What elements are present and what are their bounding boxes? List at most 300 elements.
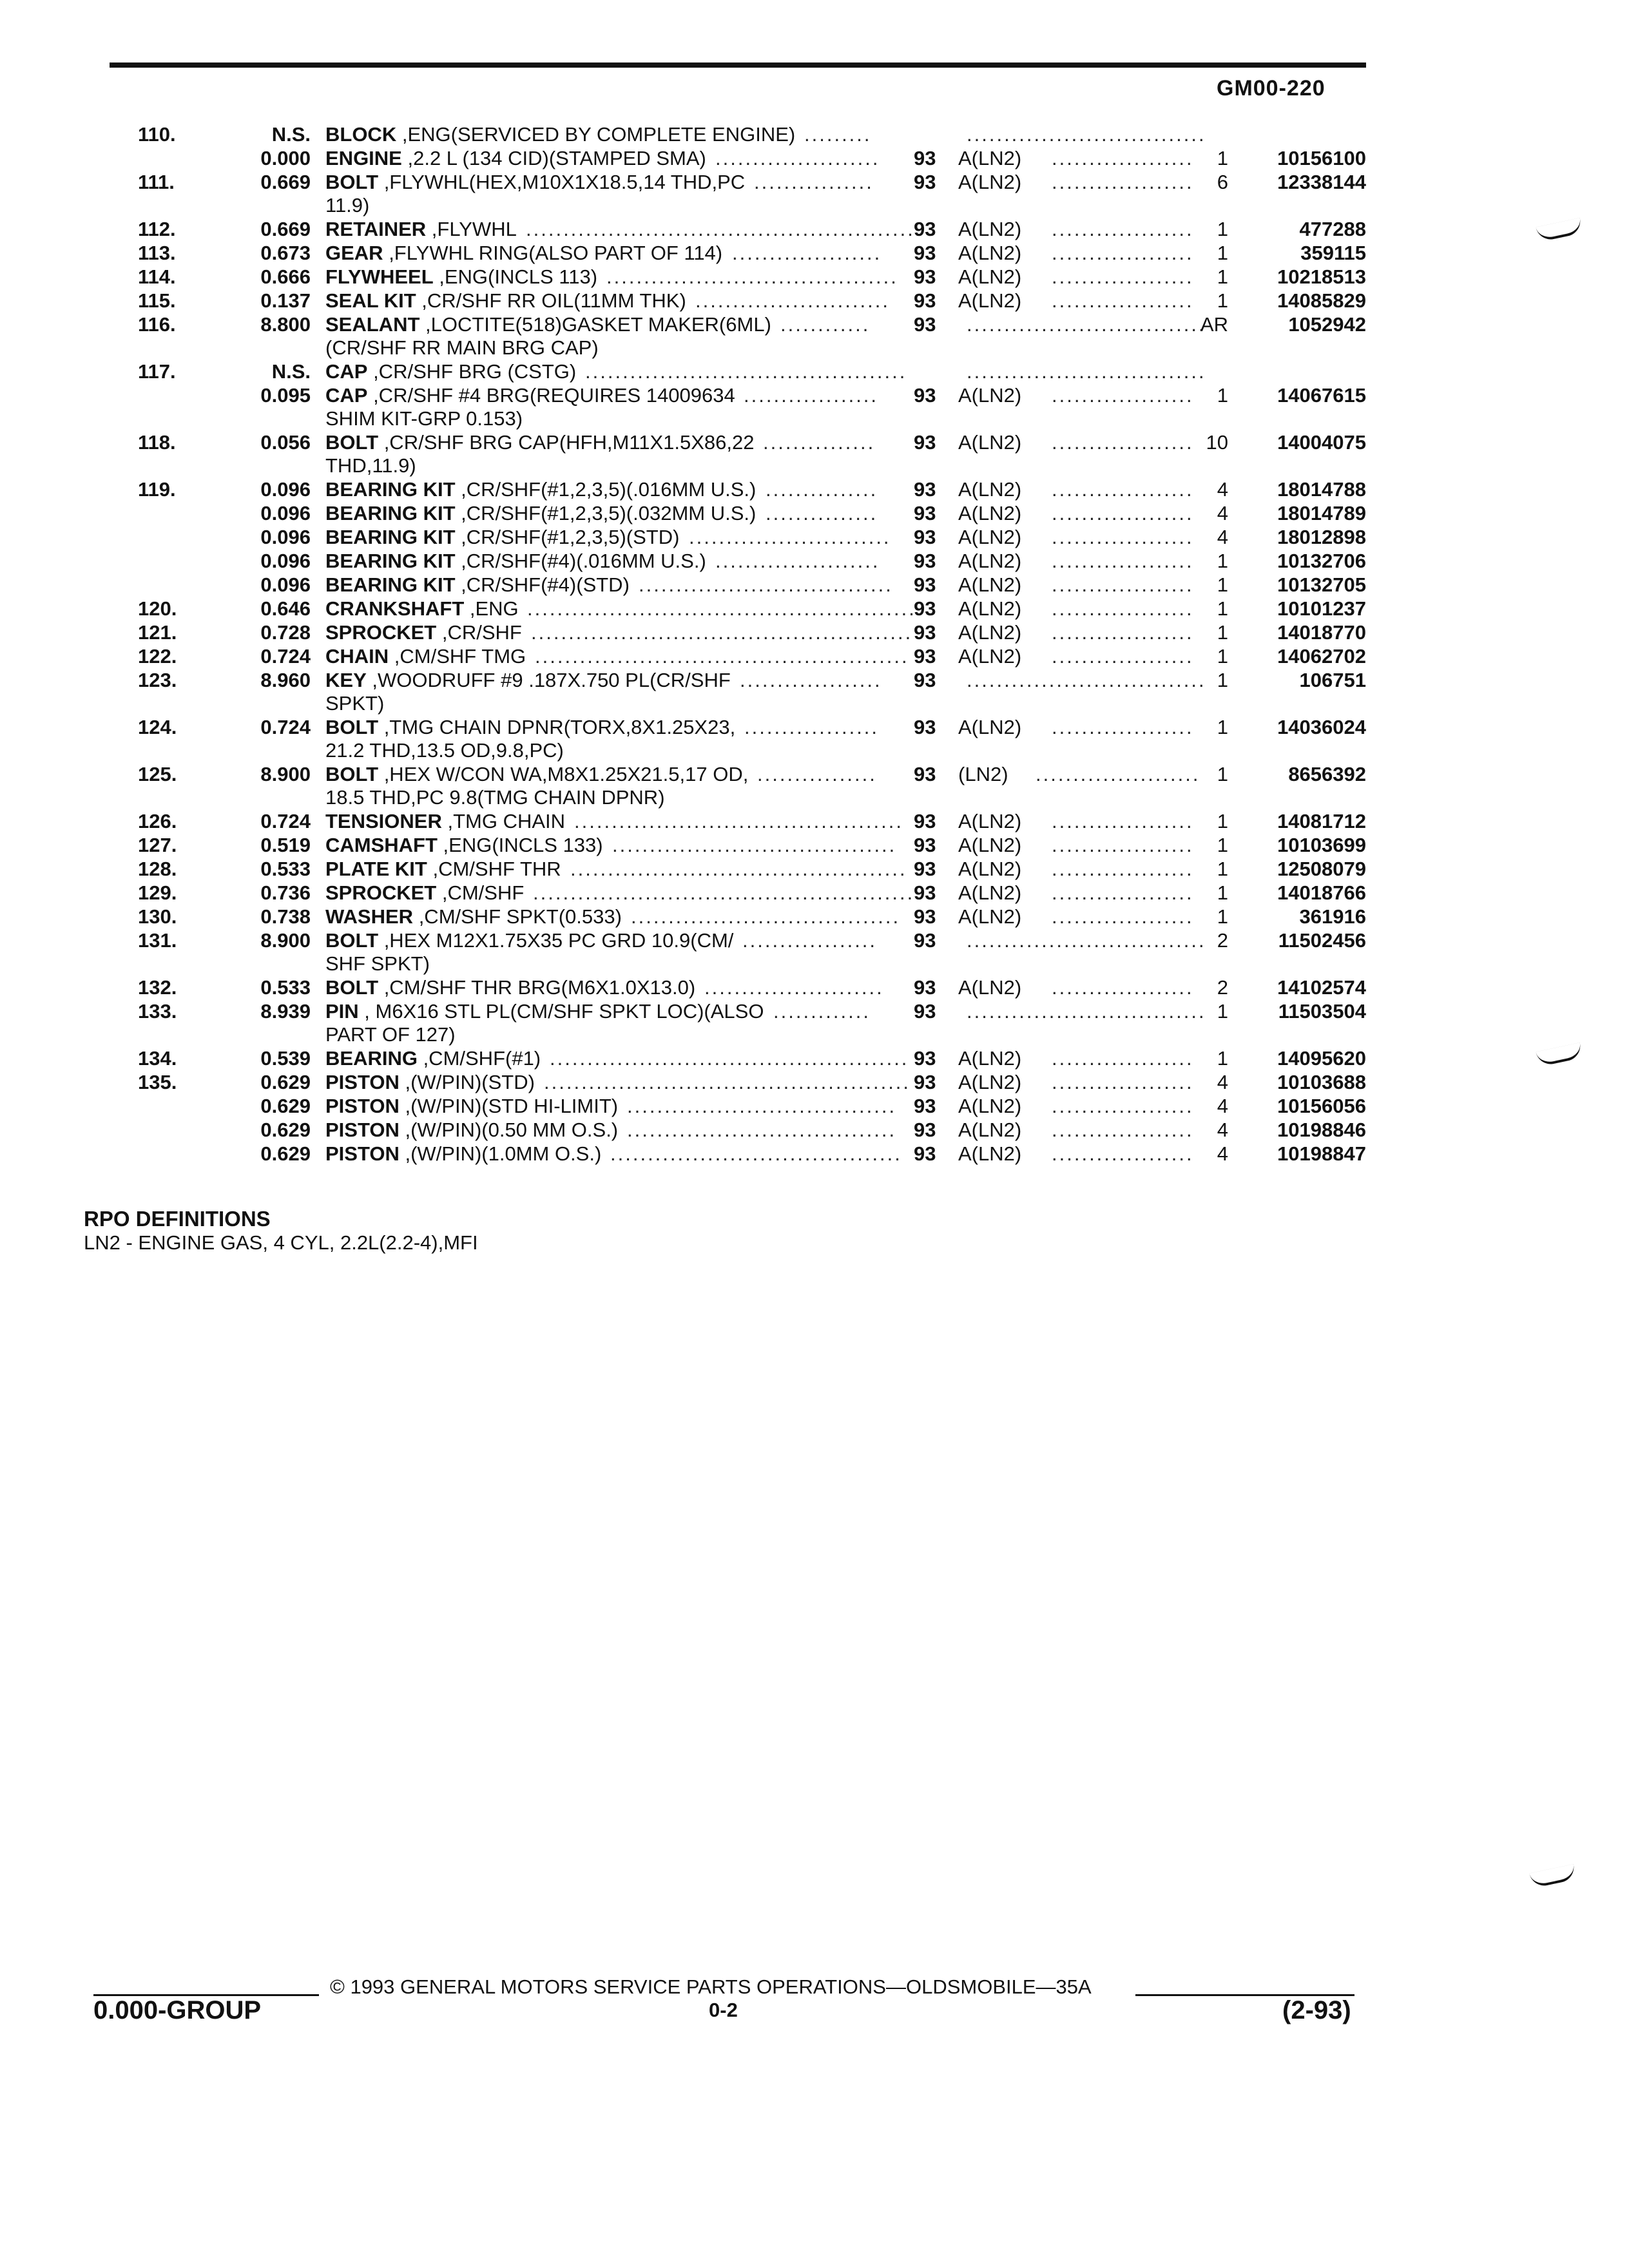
part-number: 18012898: [1277, 526, 1366, 548]
part-number: 10198847: [1277, 1142, 1366, 1165]
model-year: 93: [914, 763, 936, 785]
model-year: 93: [914, 1000, 936, 1023]
part-name: SEALANT: [325, 313, 420, 336]
part-description-continued: (CR/SHF RR MAIN BRG CAP): [325, 336, 599, 359]
part-number: 14004075: [1277, 431, 1366, 454]
leader-dots: ..................: [742, 929, 878, 952]
group-number: 0.096: [260, 502, 311, 524]
ref-number: 127.: [138, 834, 177, 856]
binder-mark: [1529, 1864, 1576, 1888]
leader-dots: ..................................................: [535, 645, 909, 668]
leader-dots: ...................: [1052, 1142, 1194, 1165]
part-name: BOLT: [325, 976, 379, 999]
model-year: 93: [914, 502, 936, 524]
quantity: 1: [1217, 573, 1228, 596]
model-year: 93: [914, 242, 936, 264]
rpo-code: A(LN2): [958, 716, 1022, 738]
group-number: 8.939: [260, 1000, 311, 1023]
model-year: 93: [914, 384, 936, 407]
rpo-code: A(LN2): [958, 905, 1022, 928]
quantity: 2: [1217, 929, 1228, 952]
part-name: BOLT: [325, 929, 379, 952]
model-year: 93: [914, 171, 936, 193]
rpo-code: A(LN2): [958, 573, 1022, 596]
quantity: 1: [1217, 147, 1228, 169]
model-year: 93: [914, 1142, 936, 1165]
part-name: BLOCK: [325, 123, 397, 146]
rpo-code: A(LN2): [958, 645, 1022, 668]
quantity: 4: [1217, 526, 1228, 548]
part-number: 10198846: [1277, 1119, 1366, 1141]
rpo-code: A(LN2): [958, 976, 1022, 999]
part-name: SPROCKET: [325, 621, 437, 644]
ref-number: 128.: [138, 858, 177, 880]
leader-dots: ....................................: [627, 1095, 897, 1117]
ref-number: 120.: [138, 597, 177, 620]
ref-number: 135.: [138, 1071, 177, 1093]
quantity: 4: [1217, 1119, 1228, 1141]
part-description-continued: THD,11.9): [325, 454, 416, 477]
quantity: 1: [1217, 384, 1228, 407]
ref-number: 134.: [138, 1047, 177, 1070]
part-detail: ,TMG CHAIN: [441, 810, 566, 832]
leader-dots: .......................................: [606, 265, 898, 288]
part-number: 14018770: [1277, 621, 1366, 644]
part-name: FLYWHEEL: [325, 265, 434, 288]
rpo-code: A(LN2): [958, 242, 1022, 264]
leader-dots: ...................................................: [533, 881, 915, 904]
part-detail: ,FLYWHL(HEX,M10X1X18.5,14 THD,PC: [378, 171, 746, 193]
group-number: N.S.: [271, 123, 311, 146]
part-detail: ,LOCTITE(518)GASKET MAKER(6ML): [419, 313, 771, 336]
leader-dots: ...................: [1052, 242, 1194, 264]
group-number: 0.137: [260, 289, 311, 312]
model-year: 93: [914, 929, 936, 952]
group-number: 0.629: [260, 1071, 311, 1093]
leader-dots: ................................: [967, 313, 1206, 336]
copyright-notice: © 1993 GENERAL MOTORS SERVICE PARTS OPERATIONS—OLDSMOBILE—35A: [330, 1975, 1092, 1998]
leader-dots: ...................: [1052, 976, 1194, 999]
revision-date: (2-93): [1282, 1996, 1351, 2024]
leader-dots: ...................: [1052, 550, 1194, 572]
ref-number: 113.: [138, 242, 176, 264]
part-name: PIN: [325, 1000, 359, 1023]
part-detail: ,WOODRUFF #9 .187X.750 PL(CR/SHF: [366, 669, 731, 691]
rpo-code: A(LN2): [958, 834, 1022, 856]
rpo-code: A(LN2): [958, 384, 1022, 407]
part-detail: ,CM/SHF THR: [427, 858, 561, 880]
group-number: 8.800: [260, 313, 311, 336]
group-number: 0.629: [260, 1119, 311, 1141]
ref-number: 115.: [138, 289, 176, 312]
rpo-code: A(LN2): [958, 1142, 1022, 1165]
leader-dots: ................................: [967, 669, 1206, 691]
leader-dots: ....................................: [631, 905, 901, 928]
part-name: CAP: [325, 384, 368, 407]
leader-dots: ....................: [732, 242, 882, 264]
part-description-continued: SPKT): [325, 692, 385, 715]
ref-number: 129.: [138, 881, 177, 904]
leader-dots: ....................................: [627, 1119, 897, 1141]
part-number: 14018766: [1277, 881, 1366, 904]
part-number: 10132705: [1277, 573, 1366, 596]
part-number: 18014788: [1277, 478, 1366, 501]
leader-dots: ......................: [715, 550, 880, 572]
group-label: 0.000-GROUP: [93, 1996, 262, 2024]
leader-dots: ................: [757, 763, 877, 785]
leader-dots: ...................: [1052, 147, 1194, 169]
quantity: 1: [1217, 645, 1228, 668]
part-name: SPROCKET: [325, 881, 437, 904]
part-name: ENGINE: [325, 147, 402, 169]
ref-number: 121.: [138, 621, 177, 644]
quantity: 1: [1217, 1047, 1228, 1070]
page-number: 0-2: [709, 1999, 738, 2021]
group-number: 0.646: [260, 597, 311, 620]
part-name: PLATE KIT: [325, 858, 427, 880]
rpo-code: A(LN2): [958, 1095, 1022, 1117]
part-name: RETAINER: [325, 218, 427, 240]
part-name: CRANKSHAFT: [325, 597, 465, 620]
part-name: PISTON: [325, 1071, 400, 1093]
group-number: 8.960: [260, 669, 311, 691]
part-description-continued: 18.5 THD,PC 9.8(TMG CHAIN DPNR): [325, 786, 665, 809]
leader-dots: ...................: [1052, 478, 1194, 501]
ref-number: 119.: [138, 478, 176, 501]
group-number: N.S.: [271, 360, 311, 383]
leader-dots: .................................................: [544, 1071, 911, 1093]
part-number: 10101237: [1277, 597, 1366, 620]
ref-number: 117.: [138, 360, 176, 383]
part-number: 10132706: [1277, 550, 1366, 572]
group-number: 0.724: [260, 716, 311, 738]
part-detail: ,CR/SHF(#1,2,3,5)(.032MM U.S.): [455, 502, 757, 524]
leader-dots: .............................................: [570, 858, 907, 880]
leader-dots: ...............: [763, 431, 876, 454]
rpo-code: A(LN2): [958, 550, 1022, 572]
part-number: 18014789: [1277, 502, 1366, 524]
group-number: 0.673: [260, 242, 311, 264]
part-number: 8656392: [1288, 763, 1366, 785]
part-number: 14081712: [1277, 810, 1366, 832]
rpo-code: A(LN2): [958, 265, 1022, 288]
part-detail: ,HEX W/CON WA,M8X1.25X21.5,17 OD,: [378, 763, 749, 785]
ref-number: 124.: [138, 716, 177, 738]
quantity: 2: [1217, 976, 1228, 999]
leader-dots: ....................................................: [527, 597, 916, 620]
group-number: 0.724: [260, 810, 311, 832]
part-detail: ,(W/PIN)(STD): [399, 1071, 535, 1093]
leader-dots: ...................: [1052, 502, 1194, 524]
rpo-definitions-title: RPO DEFINITIONS: [84, 1207, 271, 1231]
part-number: 10103699: [1277, 834, 1366, 856]
rpo-code: A(LN2): [958, 218, 1022, 240]
quantity: 1: [1217, 621, 1228, 644]
part-name: CHAIN: [325, 645, 389, 668]
leader-dots: ...................: [1052, 645, 1194, 668]
part-name: BOLT: [325, 431, 379, 454]
rpo-code: A(LN2): [958, 1047, 1022, 1070]
part-number: 359115: [1300, 242, 1366, 264]
quantity: 4: [1217, 478, 1228, 501]
ref-number: 110.: [138, 123, 176, 146]
leader-dots: ................................: [967, 1000, 1206, 1023]
part-number: 12508079: [1277, 858, 1366, 880]
part-number: 12338144: [1277, 171, 1366, 193]
leader-dots: ...................: [1052, 1095, 1194, 1117]
leader-dots: ...................: [1052, 526, 1194, 548]
leader-dots: ...................: [1052, 1119, 1194, 1141]
rpo-code: A(LN2): [958, 478, 1022, 501]
part-detail: ,HEX M12X1.75X35 PC GRD 10.9(CM/: [378, 929, 734, 952]
model-year: 93: [914, 313, 936, 336]
group-number: 0.096: [260, 573, 311, 596]
group-number: 8.900: [260, 929, 311, 952]
part-description: [325, 122, 872, 146]
leader-dots: ...................: [1052, 573, 1194, 596]
part-number: 1052942: [1288, 313, 1366, 336]
part-name: TENSIONER: [325, 810, 442, 832]
leader-dots: ...................: [1052, 218, 1194, 240]
part-number: 14062702: [1277, 645, 1366, 668]
part-detail: ,CR/SHF BRG CAP(HFH,M11X1.5X86,22: [378, 431, 755, 454]
leader-dots: ......................: [715, 147, 880, 169]
part-detail: ,ENG: [464, 597, 519, 620]
leader-dots: ...................: [1052, 384, 1194, 407]
quantity: 4: [1217, 1142, 1228, 1165]
part-name: PISTON: [325, 1095, 400, 1117]
ref-number: 126.: [138, 810, 177, 832]
part-detail: ,(W/PIN)(1.0MM O.S.): [399, 1142, 602, 1165]
model-year: 93: [914, 597, 936, 620]
part-detail: ,CM/SHF SPKT(0.533): [413, 905, 622, 928]
leader-dots: ............: [780, 313, 871, 336]
part-name: BEARING KIT: [325, 573, 456, 596]
group-number: 0.533: [260, 858, 311, 880]
quantity: 1: [1217, 597, 1228, 620]
leader-dots: ..................: [744, 384, 879, 407]
leader-dots: ................................: [967, 929, 1206, 952]
leader-dots: ...................: [1052, 265, 1194, 288]
part-number: 14036024: [1277, 716, 1366, 738]
group-number: 0.096: [260, 550, 311, 572]
part-detail: ,TMG CHAIN DPNR(TORX,8X1.25X23,: [378, 716, 736, 738]
model-year: 93: [914, 431, 936, 454]
part-number: 10156056: [1277, 1095, 1366, 1117]
part-detail: ,(W/PIN)(STD HI-LIMIT): [399, 1095, 619, 1117]
part-description-continued: 21.2 THD,13.5 OD,9.8,PC): [325, 739, 564, 762]
rpo-code: A(LN2): [958, 597, 1022, 620]
group-number: 0.519: [260, 834, 311, 856]
rpo-code: A(LN2): [958, 289, 1022, 312]
leader-dots: ...................: [1052, 1047, 1194, 1070]
quantity: AR: [1200, 313, 1228, 336]
part-detail: ,ENG(INCLS 113): [433, 265, 598, 288]
part-number: 11503504: [1278, 1000, 1366, 1023]
part-detail: ,FLYWHL: [426, 218, 517, 240]
part-name: BEARING KIT: [325, 502, 456, 524]
quantity: 1: [1217, 289, 1228, 312]
rpo-code: (LN2): [958, 763, 1008, 785]
quantity: 4: [1217, 1095, 1228, 1117]
part-detail: ,CR/SHF(#1,2,3,5)(.016MM U.S.): [455, 478, 757, 501]
model-year: 93: [914, 621, 936, 644]
part-name: PISTON: [325, 1119, 400, 1141]
part-detail: ,CR/SHF(#1,2,3,5)(STD): [455, 526, 680, 548]
rpo-code: A(LN2): [958, 1071, 1022, 1093]
part-number: 14085829: [1277, 289, 1366, 312]
group-number: 0.724: [260, 645, 311, 668]
model-year: 93: [914, 834, 936, 856]
model-year: 93: [914, 218, 936, 240]
group-number: 0.096: [260, 526, 311, 548]
group-number: 8.900: [260, 763, 311, 785]
quantity: 1: [1217, 858, 1228, 880]
quantity: 1: [1217, 810, 1228, 832]
part-number: 10156100: [1277, 147, 1366, 169]
rpo-code: A(LN2): [958, 431, 1022, 454]
part-number: 14067615: [1277, 384, 1366, 407]
model-year: 93: [914, 550, 936, 572]
rpo-code: A(LN2): [958, 810, 1022, 832]
part-number: 361916: [1299, 905, 1366, 928]
leader-dots: .......................................: [610, 1142, 902, 1165]
quantity: 4: [1217, 1071, 1228, 1093]
leader-dots: ...................: [1052, 171, 1194, 193]
binder-mark: [1536, 218, 1583, 242]
leader-dots: ...................: [1052, 881, 1194, 904]
leader-dots: ...................: [1052, 1071, 1194, 1093]
model-year: 93: [914, 265, 936, 288]
leader-dots: ...................: [1052, 621, 1194, 644]
part-detail: ,FLYWHL RING(ALSO PART OF 114): [383, 242, 723, 264]
part-number: 11502456: [1278, 929, 1366, 952]
group-number: 0.738: [260, 905, 311, 928]
quantity: 1: [1217, 905, 1228, 928]
leader-dots: ...................: [1052, 810, 1194, 832]
leader-dots: ............................................: [574, 810, 903, 832]
model-year: 93: [914, 573, 936, 596]
model-year: 93: [914, 1071, 936, 1093]
group-number: 0.095: [260, 384, 311, 407]
leader-dots: ....................................................: [526, 218, 915, 240]
ref-number: 114.: [138, 265, 176, 288]
part-name: BEARING: [325, 1047, 418, 1070]
group-number: 0.056: [260, 431, 311, 454]
part-name: BOLT: [325, 171, 379, 193]
rpo-code: A(LN2): [958, 858, 1022, 880]
part-description-continued: 11.9): [325, 194, 370, 216]
top-rule: [110, 62, 1366, 68]
quantity: 1: [1217, 550, 1228, 572]
model-year: 93: [914, 858, 936, 880]
ref-number: 123.: [138, 669, 177, 691]
leader-dots: ..................................: [639, 573, 893, 596]
leader-dots: ................: [754, 171, 874, 193]
leader-dots: ...............: [766, 478, 878, 501]
part-number: 477288: [1299, 218, 1366, 240]
model-year: 93: [914, 478, 936, 501]
leader-dots: ...................: [1052, 858, 1194, 880]
model-year: 93: [914, 1119, 936, 1141]
quantity: 1: [1217, 242, 1228, 264]
leader-dots: ................................: [967, 360, 1206, 383]
model-year: 93: [914, 669, 936, 691]
rpo-code: A(LN2): [958, 1119, 1022, 1141]
part-number: 10218513: [1277, 265, 1366, 288]
quantity: 6: [1217, 171, 1228, 193]
model-year: 93: [914, 881, 936, 904]
group-number: 0.669: [260, 171, 311, 193]
group-number: 0.629: [260, 1095, 311, 1117]
leader-dots: ...................: [740, 669, 882, 691]
quantity: 1: [1217, 716, 1228, 738]
rpo-definition: LN2 - ENGINE GAS, 4 CYL, 2.2L(2.2-4),MFI: [84, 1231, 478, 1254]
rpo-code: A(LN2): [958, 171, 1022, 193]
group-number: 0.096: [260, 478, 311, 501]
leader-dots: ................................: [967, 123, 1206, 146]
group-number: 0.666: [260, 265, 311, 288]
part-detail: ,CR/SHF(#4)(.016MM U.S.): [455, 550, 706, 572]
group-number: 0.539: [260, 1047, 311, 1070]
document-id: GM00-220: [1217, 76, 1325, 101]
model-year: 93: [914, 289, 936, 312]
part-description-continued: SHIM KIT-GRP 0.153): [325, 407, 523, 430]
ref-number: 116.: [138, 313, 176, 336]
model-year: 93: [914, 1095, 936, 1117]
leader-dots: ......................................: [612, 834, 897, 856]
part-description-continued: PART OF 127): [325, 1023, 456, 1046]
group-number: 0.736: [260, 881, 311, 904]
group-number: 0.533: [260, 976, 311, 999]
part-description-continued: SHF SPKT): [325, 952, 430, 975]
model-year: 93: [914, 1047, 936, 1070]
part-name: BOLT: [325, 716, 379, 738]
model-year: 93: [914, 645, 936, 668]
quantity: 1: [1217, 834, 1228, 856]
rpo-code: A(LN2): [958, 502, 1022, 524]
model-year: 93: [914, 976, 936, 999]
group-number: 0.000: [260, 147, 311, 169]
ref-number: 118.: [138, 431, 176, 454]
ref-number: 130.: [138, 905, 177, 928]
quantity: 1: [1217, 763, 1228, 785]
ref-number: 111.: [138, 171, 175, 193]
part-name: WASHER: [325, 905, 414, 928]
part-name: CAP: [325, 360, 368, 383]
part-detail: ,CR/SHF(#4)(STD): [455, 573, 630, 596]
part-detail: ,CR/SHF BRG (CSTG): [367, 360, 577, 383]
part-name: KEY: [325, 669, 367, 691]
quantity: 10: [1206, 431, 1228, 454]
part-detail: ,CM/SHF(#1): [417, 1047, 541, 1070]
leader-dots: ...........................................: [585, 360, 907, 383]
quantity: 1: [1217, 669, 1228, 691]
part-name: CAMSHAFT: [325, 834, 438, 856]
rpo-code: A(LN2): [958, 526, 1022, 548]
part-name: BEARING KIT: [325, 478, 456, 501]
group-number: 0.669: [260, 218, 311, 240]
part-detail: ,CM/SHF THR BRG(M6X1.0X13.0): [378, 976, 696, 999]
model-year: 93: [914, 716, 936, 738]
part-number: 14102574: [1277, 976, 1366, 999]
leader-dots: ................................................: [550, 1047, 909, 1070]
part-name: BOLT: [325, 763, 379, 785]
part-name: BEARING KIT: [325, 550, 456, 572]
leader-dots: ...................: [1052, 716, 1194, 738]
part-detail: ,ENG(INCLS 133): [437, 834, 603, 856]
part-name: PISTON: [325, 1142, 400, 1165]
